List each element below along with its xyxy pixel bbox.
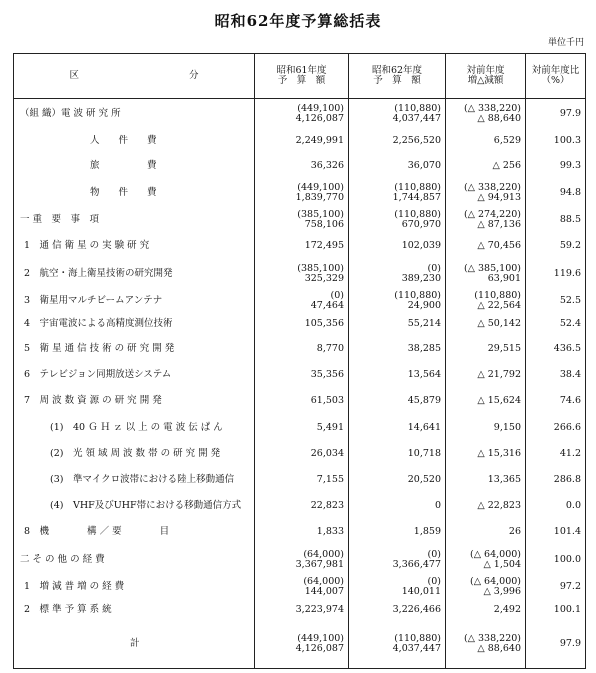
- cell-c3-value: △ 22,564: [477, 299, 521, 311]
- cell-ratio: 100.1: [526, 599, 586, 621]
- cell-c1: [255, 599, 349, 621]
- cell-ratio: 100.0: [526, 545, 586, 575]
- cell-c2-value: 4,037,447: [392, 113, 441, 125]
- cell-c2: [349, 180, 446, 206]
- cell-c2: [349, 336, 446, 363]
- header-col3-line2: 増△減額: [467, 75, 504, 86]
- cell-c1: [255, 206, 349, 234]
- cell-c1-bracket: (449,100): [297, 103, 344, 115]
- cell-c2: [349, 599, 446, 621]
- cell-c2-bracket: (0): [427, 262, 441, 274]
- header-col2-line2: 予 算 額: [373, 75, 421, 86]
- cell-ratio: 101.4: [526, 519, 586, 545]
- cell-c2-value: 670,970: [401, 218, 441, 230]
- cell-c3: [446, 152, 526, 180]
- cell-c1: [255, 363, 349, 388]
- cell-c3-bracket: (110,880): [474, 289, 521, 301]
- cell-c1-bracket: (0): [330, 289, 344, 301]
- cell-c2: [349, 467, 446, 493]
- cell-c2: [349, 206, 446, 234]
- unit-label: 単位千円: [547, 38, 584, 48]
- row-label: 一 重 要 事 項: [14, 206, 255, 234]
- header-col2-line1: 昭和62年度: [371, 65, 423, 77]
- header-col1: [255, 54, 349, 99]
- cell-c3: [446, 441, 526, 467]
- budget-table: [13, 53, 586, 669]
- cell-c1-value: 1,839,770: [295, 191, 344, 203]
- header-col4-line2: （%）: [541, 75, 570, 86]
- row-label: 2 航空・海上衛星技術の研究開発: [14, 258, 255, 290]
- table-body: [14, 99, 586, 669]
- header-category-left: 区: [69, 70, 79, 82]
- cell-c3-bracket: (△ 338,220): [463, 633, 521, 645]
- cell-c1-value: 3,223,974: [295, 603, 344, 615]
- cell-c1: [255, 336, 349, 363]
- table-row: [14, 234, 586, 258]
- cell-c2-value: 102,039: [401, 239, 441, 251]
- cell-c2-value: 389,230: [401, 272, 441, 284]
- cell-c3-value: △ 70,456: [477, 239, 521, 251]
- cell-c2-value: 45,879: [407, 395, 441, 407]
- cell-c2-value: 14,641: [407, 421, 441, 433]
- cell-ratio: 59.2: [526, 234, 586, 258]
- cell-c3-value: 13,365: [487, 473, 521, 485]
- cell-c1-bracket: (64,000): [303, 575, 344, 587]
- cell-c2: [349, 363, 446, 388]
- cell-ratio: 286.8: [526, 467, 586, 493]
- cell-c2: [349, 441, 446, 467]
- cell-c3-value: △ 21,792: [477, 369, 521, 381]
- cell-ratio: 100.3: [526, 130, 586, 152]
- cell-c1-value: 8,770: [316, 343, 344, 355]
- cell-c3-bracket: (△ 64,000): [470, 548, 521, 560]
- table-row: [14, 99, 586, 130]
- row-label: 2 標 準 予 算 系 統: [14, 599, 255, 621]
- cell-c2-value: 140,011: [401, 585, 441, 597]
- cell-c3: [446, 519, 526, 545]
- cell-c1: [255, 415, 349, 441]
- cell-c3-value: △ 88,640: [477, 643, 521, 655]
- cell-c2-value: 1,859: [413, 525, 441, 537]
- cell-c3: [446, 336, 526, 363]
- cell-c3-value: 9,150: [493, 421, 521, 433]
- cell-c1: [255, 575, 349, 599]
- cell-c2-value: 0: [434, 499, 441, 511]
- cell-c3: [446, 130, 526, 152]
- cell-ratio: 0.0: [526, 493, 586, 519]
- cell-c1: [255, 99, 349, 130]
- header-category: [14, 54, 255, 99]
- header-col1-line2: 予 算 額: [277, 75, 326, 86]
- cell-c3: [446, 415, 526, 441]
- cell-c1-value: 47,464: [310, 299, 344, 311]
- cell-c3: [446, 363, 526, 388]
- table-row: [14, 180, 586, 206]
- row-label: (1) 40 Ｇ Ｈ ｚ 以 上 の 電 波 伝 ぱ ん: [14, 415, 255, 441]
- cell-ratio: 436.5: [526, 336, 586, 363]
- cell-c2-bracket: (110,880): [394, 633, 441, 645]
- cell-c1: [255, 312, 349, 336]
- cell-c3: [446, 599, 526, 621]
- cell-c2: [349, 415, 446, 441]
- cell-c3-value: △ 88,640: [477, 113, 521, 125]
- cell-c3-value: 26: [508, 525, 521, 537]
- cell-c2-bracket: (0): [427, 575, 441, 587]
- cell-c2: [349, 621, 446, 669]
- cell-ratio: 97.9: [526, 99, 586, 130]
- row-label: 人 件 費: [14, 130, 255, 152]
- cell-c3-bracket: (△ 385,100): [463, 262, 521, 274]
- table-row: [14, 545, 586, 575]
- table-row: [14, 312, 586, 336]
- cell-c3: [446, 545, 526, 575]
- cell-c1-value: 36,326: [310, 159, 344, 171]
- header-col2: [349, 54, 446, 99]
- table-row: [14, 415, 586, 441]
- header-col3-line1: 対前年度: [466, 65, 505, 77]
- cell-ratio: 52.5: [526, 290, 586, 312]
- row-label: 1 通 信 衛 星 の 実 験 研 究: [14, 234, 255, 258]
- cell-c1-value: 22,823: [310, 499, 344, 511]
- row-label: （組 織）電 波 研 究 所: [14, 99, 255, 130]
- cell-c3: [446, 290, 526, 312]
- page-title: 昭和62年度予算総括表: [214, 12, 382, 30]
- cell-c3-value: 2,492: [493, 603, 521, 615]
- cell-c1-value: 35,356: [310, 369, 344, 381]
- cell-c3: [446, 621, 526, 669]
- header-col3: [446, 54, 526, 99]
- cell-c1-bracket: (449,100): [297, 633, 344, 645]
- row-label: (3) 準マイクロ波帯における陸上移動通信: [14, 467, 255, 493]
- cell-c2-value: 3,366,477: [392, 558, 441, 570]
- row-label: 5 衛 星 通 信 技 術 の 研 究 開 発: [14, 336, 255, 363]
- cell-ratio: 41.2: [526, 441, 586, 467]
- table-row: [14, 336, 586, 363]
- cell-ratio: 94.8: [526, 180, 586, 206]
- row-label: 8 機 構 ／ 要 目: [14, 519, 255, 545]
- table-row: [14, 519, 586, 545]
- cell-c1: [255, 519, 349, 545]
- cell-c1-bracket: (64,000): [303, 548, 344, 560]
- cell-c2-bracket: (110,880): [394, 181, 441, 193]
- table-row: [14, 388, 586, 415]
- header-category-right: 分: [189, 70, 199, 82]
- cell-c3: [446, 312, 526, 336]
- cell-c1: [255, 130, 349, 152]
- cell-c1-value: 7,155: [316, 473, 344, 485]
- cell-c1: [255, 621, 349, 669]
- cell-c1: [255, 234, 349, 258]
- cell-c2-value: 20,520: [407, 473, 441, 485]
- row-label: 物 件 費: [14, 180, 255, 206]
- cell-c3-bracket: (△ 274,220): [463, 208, 521, 220]
- cell-c2: [349, 388, 446, 415]
- cell-c3: [446, 180, 526, 206]
- cell-c1-value: 61,503: [310, 395, 344, 407]
- cell-ratio: 52.4: [526, 312, 586, 336]
- cell-c2-value: 4,037,447: [392, 643, 441, 655]
- row-label: 1 増 減 普 増 の 経 費: [14, 575, 255, 599]
- cell-c3-bracket: (△ 338,220): [463, 103, 521, 115]
- cell-c2-value: 2,256,520: [392, 134, 441, 146]
- cell-c3-value: △ 3,996: [483, 585, 521, 597]
- cell-c1: [255, 180, 349, 206]
- cell-c1: [255, 441, 349, 467]
- cell-c2-bracket: (110,880): [394, 103, 441, 115]
- row-label: 6 テレビジョン同期放送システム: [14, 363, 255, 388]
- cell-c1-value: 105,356: [304, 317, 344, 329]
- cell-c2: [349, 99, 446, 130]
- row-label: 旅 費: [14, 152, 255, 180]
- cell-ratio: 38.4: [526, 363, 586, 388]
- cell-ratio: 74.6: [526, 388, 586, 415]
- table-row: [14, 441, 586, 467]
- cell-c2-value: 3,226,466: [392, 603, 441, 615]
- cell-c2-value: 13,564: [407, 369, 441, 381]
- cell-c2-value: 10,718: [407, 447, 441, 459]
- row-label: 7 周 波 数 資 源 の 研 究 開 発: [14, 388, 255, 415]
- cell-c2-value: 1,744,857: [392, 191, 441, 203]
- cell-c3-value: 63,901: [487, 272, 521, 284]
- cell-c2: [349, 575, 446, 599]
- cell-c1-value: 2,249,991: [295, 134, 344, 146]
- cell-c1-value: 5,491: [316, 421, 344, 433]
- cell-c2: [349, 130, 446, 152]
- cell-c2-value: 36,070: [407, 159, 441, 171]
- cell-c2: [349, 519, 446, 545]
- cell-ratio: 99.3: [526, 152, 586, 180]
- table-row: [14, 363, 586, 388]
- cell-c3-bracket: (△ 64,000): [470, 575, 521, 587]
- cell-c1: [255, 258, 349, 290]
- cell-c1-bracket: (385,100): [297, 208, 344, 220]
- table-row: [14, 152, 586, 180]
- cell-c2: [349, 234, 446, 258]
- cell-c3-value: 6,529: [493, 134, 521, 146]
- cell-c3-value: 29,515: [487, 343, 521, 355]
- cell-c2-value: 38,285: [407, 343, 441, 355]
- cell-c1-value: 1,833: [316, 525, 344, 537]
- row-label: (2) 光 領 域 周 波 数 帯 の 研 究 開 発: [14, 441, 255, 467]
- cell-c2: [349, 152, 446, 180]
- header-row: [14, 54, 586, 99]
- cell-ratio: 88.5: [526, 206, 586, 234]
- cell-c3-value: △ 256: [492, 159, 521, 171]
- cell-c3-value: △ 94,913: [477, 191, 521, 203]
- cell-ratio: 97.2: [526, 575, 586, 599]
- cell-c3: [446, 234, 526, 258]
- table-row: [14, 130, 586, 152]
- cell-c3: [446, 99, 526, 130]
- cell-c1-value: 26,034: [310, 447, 344, 459]
- cell-c1: [255, 388, 349, 415]
- cell-c1: [255, 152, 349, 180]
- cell-c1: [255, 290, 349, 312]
- cell-c1-value: 3,367,981: [295, 558, 344, 570]
- cell-c1-value: 325,329: [304, 272, 344, 284]
- table-row: [14, 467, 586, 493]
- cell-c1-value: 758,106: [304, 218, 344, 230]
- cell-c1: [255, 467, 349, 493]
- cell-ratio: 266.6: [526, 415, 586, 441]
- header-col4: [526, 54, 586, 99]
- cell-c3: [446, 258, 526, 290]
- table-row: [14, 206, 586, 234]
- cell-c3-value: △ 15,624: [477, 395, 521, 407]
- cell-c3-value: △ 50,142: [477, 317, 521, 329]
- cell-c3: [446, 206, 526, 234]
- row-label: 二 そ の 他 の 経 費: [14, 545, 255, 575]
- cell-c3: [446, 388, 526, 415]
- table-row: [14, 621, 586, 669]
- cell-c2: [349, 312, 446, 336]
- row-label: (4) VHF及びUHF帯における移動通信方式: [14, 493, 255, 519]
- table-row: [14, 258, 586, 290]
- table-row: [14, 290, 586, 312]
- cell-c3: [446, 493, 526, 519]
- cell-c2: [349, 493, 446, 519]
- cell-c2-value: 24,900: [407, 299, 441, 311]
- table-row: [14, 493, 586, 519]
- cell-c2: [349, 545, 446, 575]
- cell-c1-value: 144,007: [304, 585, 344, 597]
- cell-c2: [349, 258, 446, 290]
- table-row: [14, 575, 586, 599]
- cell-c3-value: △ 1,504: [483, 558, 521, 570]
- row-label: 3 衛星用マルチビームアンテナ: [14, 290, 255, 312]
- cell-c3: [446, 467, 526, 493]
- cell-ratio: 97.9: [526, 621, 586, 669]
- header-col1-line1: 昭和61年度: [276, 65, 327, 77]
- cell-c3-value: △ 87,136: [477, 218, 521, 230]
- row-label: 計: [14, 621, 255, 669]
- cell-c2: [349, 290, 446, 312]
- cell-c1-bracket: (385,100): [297, 262, 344, 274]
- cell-c1-bracket: (449,100): [297, 181, 344, 193]
- cell-c2-bracket: (0): [427, 548, 441, 560]
- cell-c3: [446, 575, 526, 599]
- cell-c2-bracket: (110,880): [394, 208, 441, 220]
- cell-c1-value: 172,495: [304, 239, 344, 251]
- cell-c2-bracket: (110,880): [394, 289, 441, 301]
- cell-c1-value: 4,126,087: [295, 643, 344, 655]
- cell-c1-value: 4,126,087: [295, 113, 344, 125]
- table-row: [14, 599, 586, 621]
- cell-c3-bracket: (△ 338,220): [463, 181, 521, 193]
- cell-c2-value: 55,214: [407, 317, 441, 329]
- cell-c3-value: △ 22,823: [477, 499, 521, 511]
- cell-c1: [255, 493, 349, 519]
- header-col4-line1: 対前年度比: [531, 65, 580, 77]
- cell-c1: [255, 545, 349, 575]
- cell-ratio: 119.6: [526, 258, 586, 290]
- cell-c3-value: △ 15,316: [477, 447, 521, 459]
- row-label: 4 宇宙電波による高精度測位技術: [14, 312, 255, 336]
